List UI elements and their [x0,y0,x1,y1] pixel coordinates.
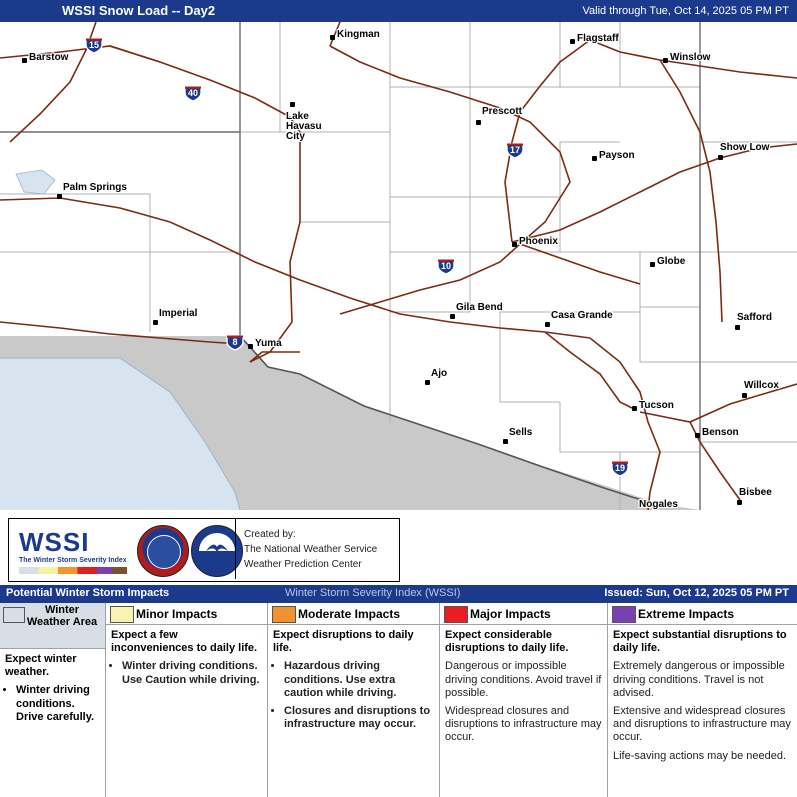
legend-paragraph: Extremely dangerous or impossible driving conditions. Travel is not advised. [613,660,785,699]
city-dot [545,322,550,327]
nws-seal-icon [137,525,189,577]
city-dot [632,406,637,411]
legend-bullet: • Closures and disruptions to infrastructure may occur. [284,705,434,731]
interstate-shield-19 [610,459,630,477]
legend-paragraph: Expect considerable disruptions to daily life. [445,629,569,655]
city-dot [450,314,455,319]
legend-bullets [273,660,434,731]
city-dot [512,242,517,247]
legend-label: Major Impacts [470,607,551,621]
city-label: Payson [599,150,635,161]
city-dot [695,433,700,438]
valid-through-text: Valid through Tue, Oct 14, 2025 05 PM PT [582,5,789,17]
wssi-wordmark: WSSI [19,527,90,557]
legend-color-swatch [272,606,296,623]
legend-bullet: • Hazardous driving conditions. Use extra caution while driving. [284,660,434,700]
impacts-header-bar [0,585,797,603]
legend-body [608,625,797,768]
credit-box [235,519,399,579]
legend-paragraph: Expect winter weather. [5,653,77,679]
legend-color-swatch [3,607,25,623]
legend-bullet: • Winter driving conditions. Drive carefully. [16,684,100,724]
city-label: Gila Bend [456,302,503,313]
city-dot [718,155,723,160]
city-label: Flagstaff [577,33,619,44]
interstate-shield-40 [183,84,203,102]
legend-color-swatch [444,606,468,623]
legend-paragraph: Extensive and widespread closures and disruptions to infrastructure may occur. [613,704,791,744]
legend-body [0,649,105,729]
credit-line-3: Weather Prediction Center [244,559,362,570]
noaa-gull-icon [205,542,229,554]
shield-label: 8 [232,337,238,347]
city-dot [650,262,655,267]
city-label: Globe [657,256,686,267]
legend-paragraph: Expect a few inconveniences to daily life. [111,629,258,655]
legend-body [440,625,607,750]
legend-column-winter-weather-area [0,603,106,797]
nws-seal-inner [147,535,181,569]
legend-paragraph: Life-saving actions may be needed. [613,749,787,762]
legend-label: Moderate Impacts [298,607,401,621]
interstate-shield-17 [505,141,525,159]
city-dot [22,58,27,63]
city-dot [663,58,668,63]
legend-label: Minor Impacts [136,607,218,621]
city-label: Safford [737,312,772,323]
legend-bullets [111,660,262,686]
impacts-legend [0,603,797,797]
legend-color-swatch [110,606,134,623]
city-dot [742,393,747,398]
legend-label: Winter Weather Area [26,604,98,628]
credit-line-1: Created by: [244,529,296,540]
issued-text: Issued: Sun, Oct 12, 2025 05 PM PT [604,587,789,599]
shield-label: 17 [509,145,520,155]
city-dot [425,380,430,385]
city-label: Lake Havasu City [286,111,322,142]
interstate-shield-10 [436,257,456,275]
city-label: Barstow [29,52,69,63]
city-dot [57,194,62,199]
city-dot [592,156,597,161]
city-label: Show Low [720,142,770,153]
legend-paragraph: Expect disruptions to daily life. [273,629,414,655]
city-label: Nogales [639,499,678,510]
city-label: Winslow [670,52,711,63]
city-label: Palm Springs [63,182,127,193]
title-bar [0,0,797,22]
shield-label: 15 [88,40,99,50]
legend-bullets [5,684,100,724]
impacts-header-title: Potential Winter Storm Impacts [6,587,170,599]
legend-paragraph: Expect substantial disruptions to daily life. [613,629,787,655]
city-label: Prescott [482,106,523,117]
impacts-header-subtitle: Winter Storm Severity Index (WSSI) [285,587,461,599]
city-label: Yuma [255,338,282,349]
legend-label: Extreme Impacts [638,607,735,621]
city-dot [503,439,508,444]
legend-bullet: • Winter driving conditions. Use Caution while driving. [122,660,262,686]
wssi-logo-panel [8,518,400,582]
shield-label: 19 [614,463,625,473]
legend-swatch-header [268,603,439,625]
shield-label: 10 [440,261,451,271]
city-label: Phoenix [519,236,558,247]
legend-swatch-header [608,603,797,625]
map-canvas[interactable] [0,22,797,510]
legend-color-swatch [612,606,636,623]
city-label: Kingman [337,29,380,40]
legend-column-moderate-impacts [268,603,440,797]
city-dot [570,39,575,44]
legend-column-minor-impacts [106,603,268,797]
legend-swatch-header [0,603,105,649]
credit-line-2: The National Weather Service [244,544,378,555]
wssi-color-scale [19,567,127,574]
interstate-shield-8 [225,333,245,351]
city-label: Imperial [159,308,198,319]
legend-column-extreme-impacts [608,603,797,797]
city-label: Benson [702,427,739,438]
wssi-tagline: The Winter Storm Severity Index [19,557,127,564]
city-dot [735,325,740,330]
shield-label: 40 [187,88,198,98]
city-dot [330,35,335,40]
city-dot [476,120,481,125]
city-label: Bisbee [739,487,772,498]
city-label: Willcox [744,380,779,391]
legend-paragraph: Dangerous or impossible driving conditions. Avoid travel if possible. [445,660,602,699]
legend-body [268,625,439,736]
legend-paragraph: Widespread closures and disruptions to infrastructure may occur. [445,704,602,744]
city-dot [153,320,158,325]
city-label: Tucson [639,400,674,411]
city-dot [248,344,253,349]
page-title: WSSI Snow Load -- Day2 [62,3,216,18]
interstate-shield-15 [84,36,104,54]
city-label: Ajo [431,368,448,379]
city-label: Casa Grande [551,310,613,321]
city-dot [737,500,742,505]
legend-swatch-header [106,603,267,625]
city-dot [290,102,295,107]
legend-column-major-impacts [440,603,608,797]
legend-swatch-header [440,603,607,625]
legend-body [106,625,267,692]
city-label: Sells [509,427,533,438]
